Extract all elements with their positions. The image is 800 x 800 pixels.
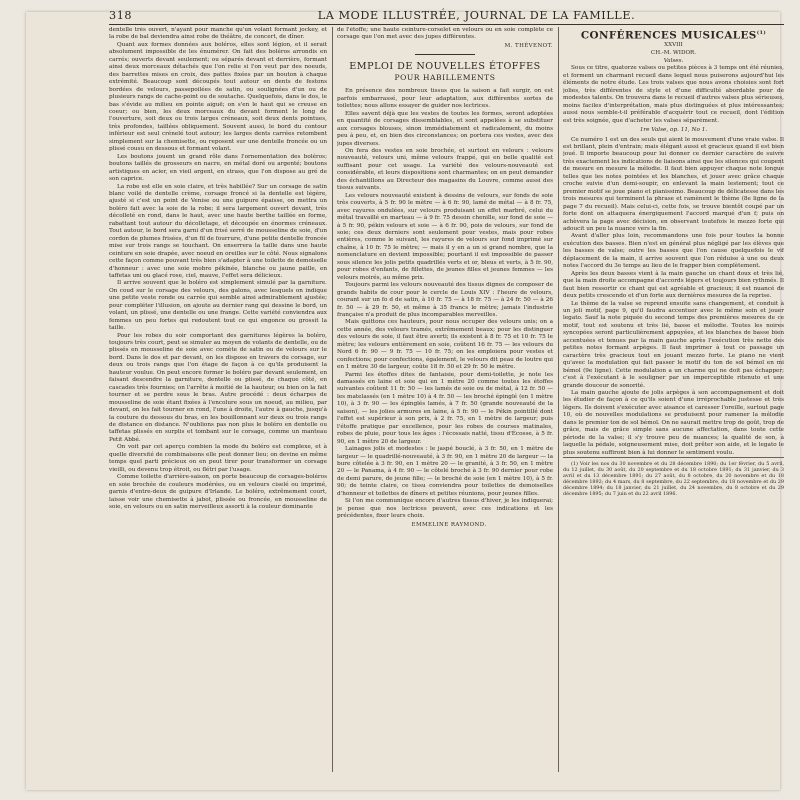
paragraph: Lainages jolis et modestes : le jaspé bouclé, à 3 fr. 50, en 1 mètre de largeur — le quadrillé-nouveauté, à 3 fr. 90, en 1 mètre 20 de largeur — la bure côtelée à 3 fr. 90, en 1 mètre 20 — le granité, à 3 fr. 50, en 1 mètre 20 — le Panama, à 4 fr. 90 — le côtelé broché à 3 fr. 90 dernier pour robe de demi parure, de jeune fille; — le broché de soie (en 1 mètre 10), à 5 fr. 90; de teinte claire, ce tissu conviendra pour toilettes de demoiselles d'honneur et toilettes de dîners et petites réunions, pour jeunes filles.	[337, 446, 553, 497]
author-signature: EMMELINE RAYMOND.	[411, 521, 487, 528]
column-1	[109, 27, 327, 772]
paragraph: Elles savent déjà que les vestes de toutes les formes, seront adoptées en quantité de corsages dissemblables, et sont appelées à se substituer aux corsages blouses, sinon immédiatement et radicalement, du moins peu à peu, et, en bien des circonstances; on portera ces vestes, avec des jupes diverses.	[337, 110, 553, 147]
article-subtitle: POUR HABILLEMENTS	[394, 73, 496, 83]
paragraph: Les velours nouveauté existent à dessins de velours, sur fonds de soie très couverts, à 5 fr. 90 le mètre — à 6 fr. 90, lamé de métal — à 8 fr. 75, avec rayures ondulées, sur velours produisant un effet marbré, celui du métal travaillé en marteau — à 9 fr. 75 dessin chenille, sur fond de soie — à 5 fr. 90, pékin velours et soie — à 6 fr. 90, pois de velours, sur fond de soie; ces deux derniers sont seulement pour vestes, mais pour robes entières, comme le suivant, les rayures de velours sur fond imprimé sur chaîne, à 10 fr. 75 le mètre; — mais il y en a un si grand nombre, que la nomenclature en devient impossible; pourtant il est impossible de passer sous silence les jolis petits quadrillés verts et or, bleus et verts, à 5 fr. 90, pour robes d'enfants, de fillettes, de jeunes filles et jeunes femmes — les velours moirés, au même prix.	[337, 192, 553, 281]
piece-subject: Valses.	[663, 58, 684, 65]
paragraph: Pour les robes du soir comportant des garnitures légères la boléro, toujours très court, peut se simuler au moyen de volants de dentelle, ou de plissés en mousseline de soie avec comète de satin ou de velours sur le bord. Dans le dos et par devant, on les dispose en travers du corsage, sur deux ou trois rangs que l'on étage de façon à ce qu'ils produisent la hauteur voulue. On peut encore former le boléro par devant seulement, en faisant descendre la garniture, dentelle ou plissé, de chaque côté, en cascades très fournies; on l'arrête à moitié de la hauteur, ou bien on la fait tourner et se perdre sous le bras. Autre procédé : deux écharpes de mousseline de soie étant fixées à l'encolure sous un noeud, au milieu, par devant, on les fait tourner en rond, l'une à droite, l'autre à gauche, jusqu'à la couture du dessous du bras, en les bouillonnant sur deux ou trois rangs de distance en distance. N'oublions pas non plus le boléro en dentelle ou taffetas plissés en surplis et tombant sur le corsage, comme un manteau Petit Abbé.	[109, 332, 327, 443]
paragraph: Parmi les étoffes dites de fantaisie, pour demi-toilette, je note les damassés en laine et soie qui en 1 mètre 20 comme toutes les étoffes suivantes coûtent 11 fr. 50 — les lamés de soie ou de métal, à 12 fr. 50 — les matelassés (en 1 mètre 10) à 4 fr. 50 — les broché épinglé (en 1 mètre 10), à 3 fr. 90 — les épinglés lamés, à 7 fr. 50 (grande nouveauté de la saison), — les jolies armures en laine, à 5 fr. 90 — le Pékin pointillé dont l'effet est supérieur à son prix, à 2 fr. 75, en 1 mètre de largeur; puis l'étoffe pratique par excellence, pour les robes de courses matinales, robes de pluie, pour tous les âges : l'écossais natté, tissu d'Écosse, à 5 fr. 90, en 1 mètre 20 de largeur.	[337, 371, 553, 445]
paragraph: Il arrive souvent que le boléro est simplement simulé par la garniture. On coud sur le corsage des velours, des galons, avec lesquels on indique une petite veste ronde ou carrée qui semble ainsi admirablement ajustée; pour compléter l'illusion, on ajoute au dernier rang qui dessine le bord, un volant, un plissé, une dentelle ou une frange. Cette variété conviendra aux femmes un peu fortes qui redoutent tout ce qui engonce ou grossit la taille.	[109, 280, 327, 332]
paragraph: Quant aux formes données aux boléros, elles sont légion, et il serait absolument impossible de les énumérer. On fait des boléros arrondis en carrés; ouverts devant seulement; ou séparés devant et derrière, formant ainsi deux morceaux détachés que l'on relie si l'on veut par des noeuds, des barrettes mises en croix, des pattes fixées par un bouton à chaque extrémité. Beaucoup sont découpés tout autour en dents de festons bordées de velours, passepoilées de satin, ou soulignées d'un ou de plusieurs rangs de cache-point ou de soutache. Quelquefois, dans le dos, le bas s'évide au milieu en pointe aiguë; on s'en le haut qui se creuse en coeur; ou bien, les deux morceaux du devant forment le long de l'ouverture, soit deux ou trois larges créneaux, soit deux dents pointues, très profondes, taillées obliquement. Souvent aussi, le bord du contour inférieur est seul crénelé tout autour; les larges dents carrées retombent simplement sur la chemisette, ou reposent sur une dentelle froncée ou un plissé cousu en dessous et formant volant.	[109, 41, 327, 153]
footnote: (1) Voir les nos du 30 novembre et du 28 décembre 1890; du 1er février, du 5 avril, du 12 juillet, du 30 août, du 20 septembre et du 18 octobre 1891; du 31 janvier, du 3 avril et du 13 décembre 1891; du 27 août, du 8 octobre, du 20 novembre et du 18 décembre 1892; du 4 mars, du 8 septembre, du 22 septembre, du 18 novembre et du 29 décembre 1894; du 18 janvier, du 21 juillet, du 24 novembre, du 8 octobre et du 29 décembre 1895; du 7 juin et du 22 avril 1896.	[563, 457, 784, 497]
paragraph: On fera des vestes en soie brochée, et surtout en velours : velours nouveauté, velours uni, même velours frappé, qui en belle qualité est suffisant pour cet usage. La variété des velours-nouveauté est considérable, et leurs dispositions sont charmantes; on en peut demander des échantillons au Directeur des magasins du Louvre, comme aussi des tissus suivants.	[337, 147, 553, 192]
paragraph: Sous ce titre, quatorze valses ou petites pièces à 3 temps ont été réunies, et forment un charmant recueil dans lequel nous puiserons aujourd'hui les éléments de notre étude. Les trois valses que nous avons choisies sont fort jolies, très différentes de style et d'une difficulté abordable pour de modestes talents. On trouvera dans le recueil d'autres valses plus sérieuses, moins faciles d'interprétation, mais plus distinguées et plus intéressantes; aussi nous semble-t-il préférable d'acquérir tout ce recueil, dont l'édition est très soignée, que d'acheter les valses séparément.	[563, 65, 784, 124]
separator	[415, 54, 475, 55]
paragraph: Avant d'aller plus loin, recommandons une fois pour toutes la bonne exécution des basses. Bien n'est en général plus négligé par les élèves que les basses de valse; outre les basses que l'on cause quelquefois le vif déplacement de la main, il arrive souvent que l'on réduise à une ou deux notes l'accord du 3e temps au lieu de le frapper bien complètement.	[563, 233, 784, 270]
paragraph: Toujours parmi les velours nouveauté des tissus dignes de composer de grands habits de cour pour le cercle de Louis XIV : l'heure de velours, courant sur un fo d de satin, à 10 fr. 75 — à 18 fr. 75 — à 24 fr. 50 — à 26 fr. 50 — à 29 fr. 50, et même à 35 francs le mètre; jamais l'industrie française n'a produit de plus incomparables merveilles.	[337, 282, 553, 318]
paragraph: Le thème de la valse se reprend ensuite sans changement, et conduit à un joli motif, page 9, qu'il faudra accentuer avec le même soin et jouer legato. Sauf la note piquée du second temps des premières mesures de ce motif, tout est soutenu et très lié, basse et mélodie. Toutes les noires syncopées seront particulièrement appuyées, et les blanches de basse bien accentuées et tenues par la main gauche après l'exécution très nette des petites notes formant arpèges. Il faut imprimer à tout ce passage un caractère très gracieux tout en jouant mezzo forte. Le piano ne vient qu'avec la modulation qui fait passer le motif du ton de sol bémol en mi bémol (9e ligne). Cette modulation a un charme qui ne doit pas échapper; c'est à l'exécutant à le souligner par un imperceptible ritenuto et une grande douceur de sonorité.	[563, 300, 784, 389]
column-3	[563, 27, 784, 772]
paragraph: Après les deux basses vient à la main gauche un chant doux et très lié, que la main droite accompagne d'accords légers et toujours bien rythmés. Il faut bien ressortir ce chant qui est agréable et gracieux; il est nuancé de deux petits crescendo et d'un forte aux dernières mesures de la reprise.	[563, 270, 784, 300]
header-rule	[109, 24, 784, 25]
column-2	[337, 27, 553, 772]
paragraph: En présence des nombreux tissus que la saison a fait surgir, on est parfois embarrassé, pour leur adaptation, aux différentes sortes de toilettes; nous allons essayer de guider nos lectrices.	[337, 88, 553, 110]
paragraph: Si l'on me communique encore d'autres tissus d'hiver, je les indiquerai; je pense que nos lectrices peuvent, avec ces indications et les précédentes, fixer leurs choix.	[337, 498, 553, 520]
column-divider-2	[558, 27, 559, 772]
paragraph: dentelle très ouvert, n'ayant pour manche qu'un volant formant jockey, et la robe de bal deviendra ainsi robe de théâtre, de concert, de dîner.	[109, 27, 327, 41]
paragraph: La main gauche ajoute de jolis arpèges à son accompagnement et doit les étudier de façon à ce qu'ils soient d'une irréprochable justesse et très légers. Ils doivent s'exécuter avec aisance et caresser l'oreille, surtout page 10, où de nouvelles modulations se produisent pour ramener la mélodie dans le premier ton de sol bémol. On ne saurait mettre trop de goût, trop de grâce, mais de grâce simple sans aucune affectation, dans toute cette période de la valse; il s'y trouve peu de nuances; la qualité de son, à laquelle la pédale, soigneusement mise, doit prêter son aide, et le legato le plus soutenu suffiront bien à lui donner le sentiment voulu.	[563, 389, 784, 456]
article-title: EMPLOI DE NOUVELLES ÉTOFFES	[349, 61, 541, 73]
paragraph: On voit par cet aperçu combien la mode du boléro est complexe, et à quelle diversité de combinaisons elle peut donner lieu; on devine en même temps quel parti précieux on en peut tirer pour transformer un corsage vieilli, ou devenu trop étroit, ou flétri par l'usage.	[109, 444, 327, 473]
author-signature: M. THÉVENOT.	[504, 42, 553, 49]
paragraph: La robe est elle en soie claire, et très habillée? Sur un corsage de satin blanc voilé de dentelle crème, corsage froncé si la dentelle est légère, ajusté si c'est un point de Venise ou une guipure épaisse, on mettra un boléro fait avec la soie de la robe; il sera largement ouvert devant, très décolleté en rond, dans le haut, avec une haute berthe taillée en forme, rabattant tout autour du décolletage, et découpée en énormes créneaux. Tout autour, le bord sera garni d'un frisé serré de mousseline de soie, d'un cordon de plumes frisées, d'un fil de fourrure, d'une petite dentelle froncée mise sur trois rangs se touchant. On enserrera la taille dans une haute ceinture en soie drapée, avec noeud en oreilles sur le côté. Nous signalons cette façon comme pouvant très bien s'adapter à une toilette de demoiselle d'honneur : avec une soie mobre pékinée, blanche ou jaune paille, en taffetas uni ou glacé rose, ciel, mauve, l'effet sera délicieux.	[109, 183, 327, 279]
composer-name: CH.-M. WIDOR.	[650, 50, 697, 57]
valse-heading: 1re Valse, op. 11, No 1.	[639, 127, 708, 134]
paragraph: Ce numéro 1 est un des seuls qui aient le mouvement d'une vraie valse. Il est brillant, plein d'entrain; mais élégant aussi et gracieux quand il est bien joué. Il importe beaucoup pour lui donner ce dernier caractère de suivre très exactement les indications de liaisons ainsi que les silences qui coupent de mesure en mesure la mélodie. Il faut bien appuyer chaque note longue telles que les notes pointées et les blanches, et jouer avec grâce chaque croche suivie d'un demi-soupir, en enlevant la main lestement; tout ce premier motif se joue piano et pianissimo. Beaucoup de délicatesse dans les trois mesures qui terminent la phrase et ramènent le thème (8e ligne de la page 7 du recueil). Mais celui-ci, cette fois, se trouve bientôt coupé par un forte dont on attaquera énergiquement l'accord marqué d'un f; puis on achèvera la page avec décision, en observant toutefois le mezzo forte qui adoucit un peu la nuance vers la fin.	[563, 136, 784, 232]
page-number: 318	[109, 9, 133, 22]
paragraph: Mais quittons ces hauteurs, pour nous occuper des velours unis; on a cette année, des velours tramés, extrêmement beaux; pour les distinguer des velours de soie, il faut être averti; ils existent à 8 fr. 75 et 10 fr. 75 le mètre; les velours entièrement en soie, coûtent 16 fr. 75 — les velours du Nord 6 fr. 90 — 9 fr. 75 — 10 fr. 75; on les emploiera pour vestes et confections; pour confections, également, le velours dit peau de loutre qui en 1 mètre 30 de largeur, coûte 18 fr. 50 et 29 fr. 50 le mètre.	[337, 319, 553, 371]
paragraph: Les boutons jouent un grand rôle dans l'ornementation des boléros; boutons taillés de grosseurs en nacre, en métal doré ou argenté; boutons artistiques en acier, en vieil argent, en strass, que l'on dispose au gré de son caprice.	[109, 153, 327, 183]
section-title-text: CONFÉRENCES MUSICALES	[580, 29, 757, 42]
section-title	[563, 27, 784, 41]
paragraph: Comme toilette d'arrière-saison, on porte beaucoup de corsages-boléros en soie brochée de couleurs modérées, ou en velours ciselé ou imprimé, garnis d'entre-deux de guipure d'Irlande. Le boléro, extrêmement court, laisse voir une chemisette à jabot, plissée ou froncée, en mousseline de soie, en velours ou en satin merveilleux assorti à la couleur dominante	[109, 474, 327, 510]
section-number: XXVIII	[664, 42, 683, 49]
footnote-marker: (1)	[756, 30, 767, 36]
journal-title: LA MODE ILLUSTRÉE, JOURNAL DE LA FAMILLE.	[317, 9, 636, 22]
page-header	[109, 9, 784, 23]
paragraph: de l'étoffe; une haute ceinture-corselet en velours ou en soie complète ce corsage que l'on met avec des jupes différentes.	[337, 27, 553, 41]
column-divider-1	[332, 27, 333, 772]
